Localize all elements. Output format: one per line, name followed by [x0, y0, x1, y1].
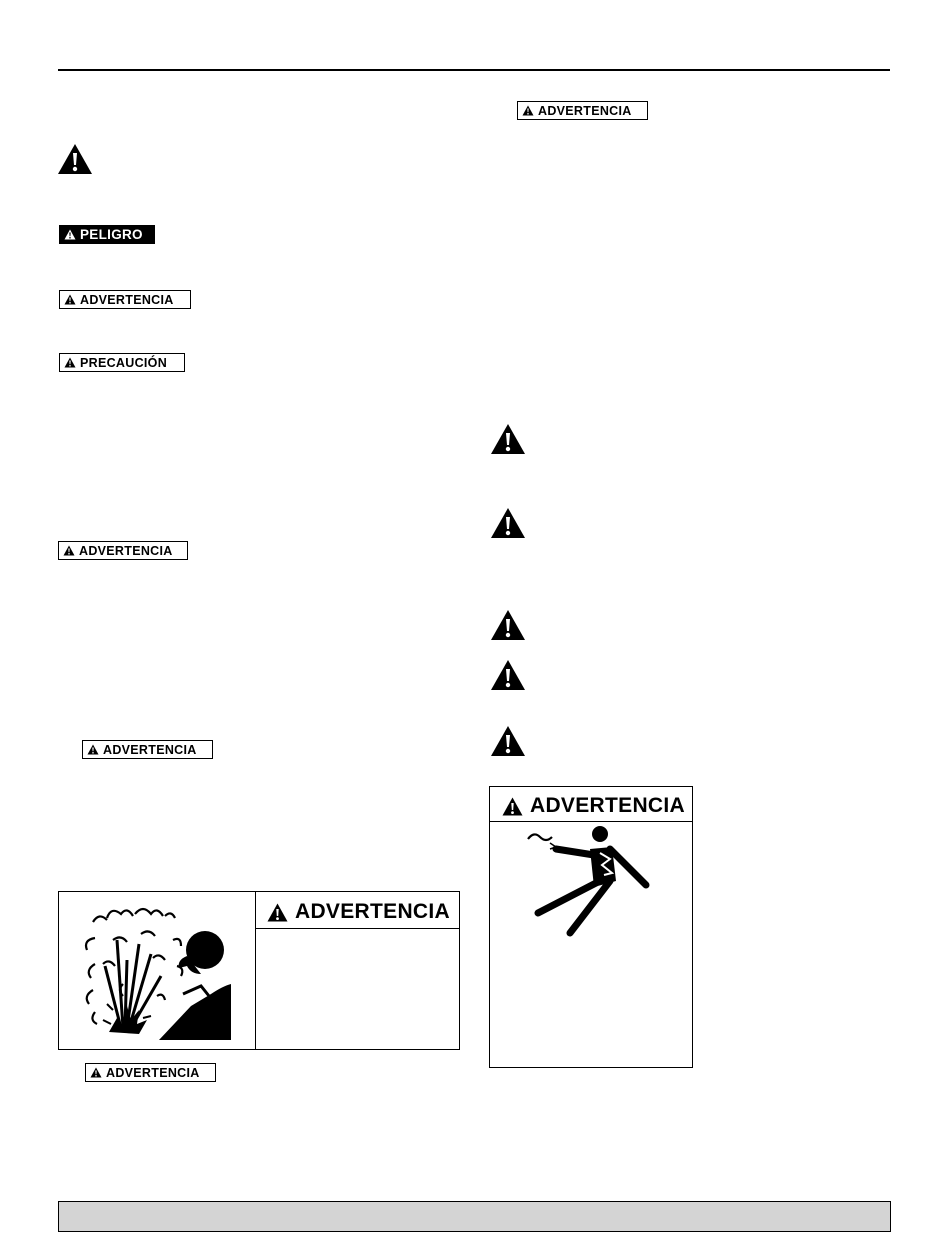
warning-triangle-icon — [64, 357, 76, 368]
warning-triangle-icon — [502, 797, 523, 816]
warning-triangle-icon — [64, 229, 76, 240]
peligro-label — [59, 225, 155, 244]
peligro-text: PELIGRO — [80, 227, 143, 242]
precaucion-text: PRECAUCIÓN — [80, 355, 168, 370]
advertencia-text: ADVERTENCIA — [80, 292, 174, 307]
panel-head-rule — [490, 821, 692, 822]
advertencia-text: ADVERTENCIA — [103, 742, 197, 757]
advertencia-label — [59, 290, 191, 309]
advertencia-text: ADVERTENCIA — [79, 543, 173, 558]
explosion-hazard-pictogram — [83, 900, 233, 1040]
panel-divider — [255, 892, 256, 1049]
panel-header — [267, 900, 450, 924]
header-rule — [58, 69, 890, 71]
warning-triangle-icon — [57, 143, 93, 175]
warning-triangle-icon — [87, 744, 99, 755]
warning-triangle-icon — [490, 609, 526, 641]
advertencia-text: ADVERTENCIA — [106, 1065, 200, 1080]
explosion-hazard-panel — [58, 891, 460, 1050]
warning-triangle-icon — [490, 507, 526, 539]
electric-shock-panel — [489, 786, 693, 1068]
panel-header — [502, 794, 685, 818]
panel-header-text: ADVERTENCIA — [530, 794, 685, 817]
advertencia-label — [85, 1063, 216, 1082]
warning-triangle-icon — [267, 903, 288, 922]
electric-shock-pictogram — [520, 825, 670, 941]
precaucion-label — [59, 353, 185, 372]
warning-triangle-icon — [90, 1067, 102, 1078]
footer-bar — [58, 1201, 891, 1232]
warning-triangle-icon — [64, 294, 76, 305]
warning-triangle-icon — [490, 725, 526, 757]
panel-header-text: ADVERTENCIA — [295, 900, 450, 923]
advertencia-label — [517, 101, 648, 120]
advertencia-text: ADVERTENCIA — [538, 103, 632, 118]
warning-triangle-icon — [490, 423, 526, 455]
advertencia-label — [58, 541, 188, 560]
advertencia-label — [82, 740, 213, 759]
warning-triangle-icon — [490, 659, 526, 691]
warning-triangle-icon — [63, 545, 75, 556]
panel-head-rule — [256, 928, 459, 929]
warning-triangle-icon — [522, 105, 534, 116]
